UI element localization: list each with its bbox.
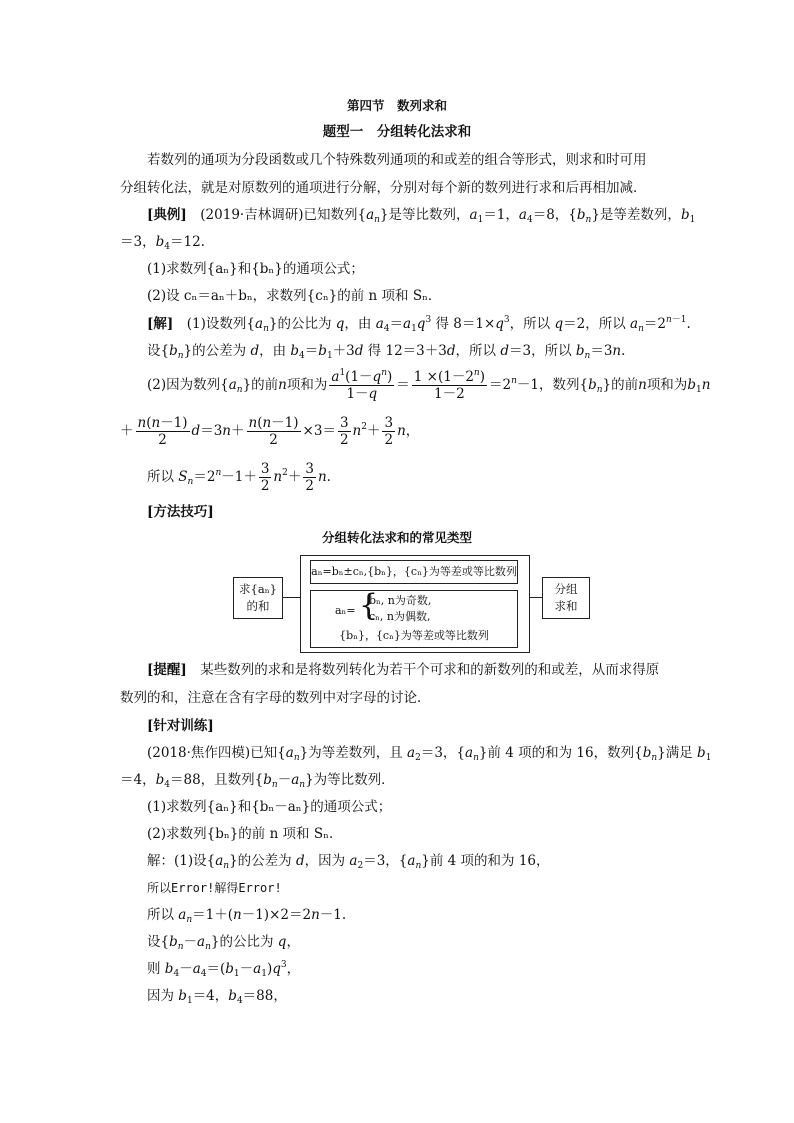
example-statement-cont: ＝3，$b_4=12$. xyxy=(120,234,205,252)
example-question-1: (1)求数列{aₙ}和{bₙ}的通项公式； xyxy=(147,261,364,277)
example-tag: [典例] xyxy=(147,207,187,223)
practice-solution-3: 设$\{b_n-a_n\}$的公比为 q， xyxy=(147,934,300,952)
right-box-line-2: 求和 xyxy=(554,599,578,613)
solution-line-5: 所以 $S_n=2^n-1+$ $\frac{3}{2}$ $n^2+$ $\frac{3}{2}$ n. xyxy=(147,461,331,494)
solution-line-4: ＋ $\frac{n(n-1)}{2}$ d＝3n＋ $\frac{n(n-1)}{2}$ ×3＝ $\frac{3}{2}$ $n^2+$ $\frac{3}{2}$ n， xyxy=(120,415,420,448)
tip-tag: [提醒] xyxy=(147,662,187,678)
method-tag: [方法技巧] xyxy=(147,504,214,520)
tip-line-1 xyxy=(147,660,707,680)
practice-solution-2: 所以 $a_n=1+(n-1)\times 2=2n-1$. xyxy=(147,907,347,925)
case-odd: bₙ, n为奇数, xyxy=(369,594,432,607)
piecewise-label: aₙ= xyxy=(335,604,356,617)
example-question-2: (2)设 cₙ＝aₙ＋bₙ，求数列{cₙ}的前 n 项和 Sₙ． xyxy=(147,288,442,304)
left-box-line-2: 的和 xyxy=(246,599,270,613)
practice-source: (2018·焦作四模) xyxy=(147,745,251,761)
connector-right xyxy=(529,597,542,598)
practice-solution-1: 解：(1)设$\{a_n\}$的公差为 d，因为 $a_2=3$，$\{a_n\}$前 4 项的和为 16， xyxy=(147,853,550,871)
intro-line-1: 若数列的通项为分段函数或几个特殊数列通项的和或差的组合等形式，则求和时可用 xyxy=(147,152,647,168)
right-box-line-1: 分组 xyxy=(554,582,578,596)
practice-statement-cont: ＝4，$b_4=88$，且数列$\{b_n-a_n\}$为等比数列． xyxy=(120,772,395,790)
tip-text-1: 某些数列的求和是将数列转化为若干个可求和的新数列的和或差，从而求得原 xyxy=(200,662,660,678)
practice-question-1: (1)求数列{aₙ}和{bₙ－aₙ}的通项公式； xyxy=(147,799,392,815)
connector-left xyxy=(282,597,300,598)
practice-statement: (2018·焦作四模)已知$\{a_n\}$为等差数列，且 $a_2=3$，$\{a_n\}$前 4 项的和为 16，数列$\{b_n\}$满足 $b_1$ xyxy=(147,745,712,763)
practice-solution-5: 因为 $b_1=4$，$b_4=88$， xyxy=(147,988,287,1006)
diagram-left-box xyxy=(233,577,283,619)
solution-line-1: [解] (1)设数列$\{a_n\}$的公比为 q，由 $a_4=a_1q^3$ 得 $8=1\times q^3$，所以 q＝2，所以 $a_n=2^{n-1}$. xyxy=(147,315,691,334)
diagram-bottom-box xyxy=(310,590,518,648)
practice-question-2: (2)求数列{bₙ}的前 n 项和 Sₙ． xyxy=(147,826,343,842)
diagram-title: 分组转化法求和的常见类型 xyxy=(321,530,472,545)
diagram-right-box xyxy=(542,577,590,619)
left-box-line-1: 求{aₙ} xyxy=(239,582,277,596)
bottom-box-note: {bₙ}，{cₙ}为等差或等比数列 xyxy=(339,629,489,642)
practice-solution-4: 则 $b_4-a_4=(b_1-a_1)q^3$， xyxy=(147,960,301,979)
diagram-top-box xyxy=(310,560,518,584)
solution-tag: [解] xyxy=(147,316,174,332)
left-brace-icon: { xyxy=(359,588,379,623)
type-title: 题型一 分组转化法求和 xyxy=(322,124,472,140)
example-statement: [典例] (2019·吉林调研)已知数列$\{a_n\}$是等比数列，$a_1=1$，$a_4=8$，$\{b_n\}$是等差数列，$b_1$ xyxy=(147,207,696,225)
practice-tag: [针对训练] xyxy=(147,718,214,734)
example-source: (2019·吉林调研) xyxy=(200,207,304,223)
solution-line-3: (2)因为数列$\{a_n\}$的前n项和为 $\frac{a^1(1-q^n)}{1-q}$ ＝ $\frac{1 \times(1-2^n)}{1-2}$ $=2^n-1$，数列$\{b_n\}$的前n项和为$b_1n$ xyxy=(147,368,711,402)
case-even: cₙ, n为偶数, xyxy=(369,610,431,623)
practice-solution-error: 所以Error!解得Error! xyxy=(147,881,282,895)
intro-line-2: 分组转化法，就是对原数列的通项进行分解，分别对每个新的数列进行求和后再相加减． xyxy=(120,180,647,196)
section-title: 第四节 数列求和 xyxy=(346,98,447,113)
solution-line-2: 设$\{b_n\}$的公差为 d，由 $b_4=b_1+3d$ 得 12＝3＋3d，所以 d＝3，所以 $b_n=3n$. xyxy=(147,343,626,361)
tip-line-2: 数列的和，注意在含有字母的数列中对字母的讨论． xyxy=(120,690,431,706)
top-box-text: aₙ=bₙ±cₙ,{bₙ}，{cₙ}为等差或等比数列 xyxy=(311,565,517,578)
